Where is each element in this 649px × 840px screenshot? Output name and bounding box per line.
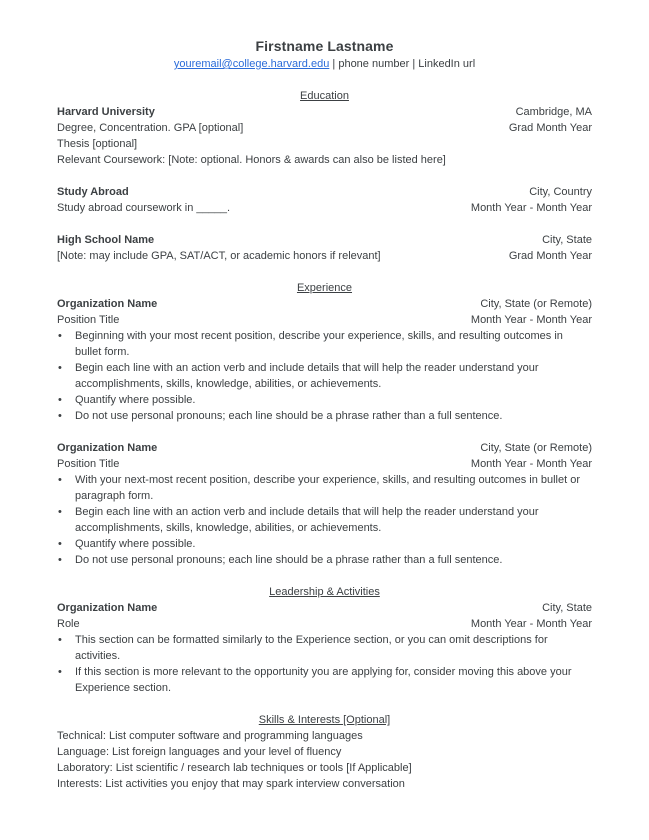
org-name: Harvard University bbox=[57, 106, 155, 118]
bullet-text: Begin each line with an action verb and include details that will help the reader understand your accomplishments, skills, knowledge, abilities, or achievements. bbox=[75, 362, 539, 390]
bullet-item bbox=[57, 328, 592, 360]
bullet-item bbox=[57, 632, 592, 664]
entry-row bbox=[57, 600, 592, 616]
grad-date: Grad Month Year bbox=[508, 122, 592, 134]
skills-laboratory-line: Laboratory: List scientific / research lab techniques or tools [If Applicable] bbox=[57, 762, 412, 774]
education-heading bbox=[57, 88, 592, 104]
entry-dates: Month Year - Month Year bbox=[470, 202, 592, 214]
skills-interests-line: Interests: List activities you enjoy that may spark interview conversation bbox=[57, 778, 405, 790]
bullet-text: Beginning with your most recent position, describe your experience, skills, and resulting outcomes in bullet form. bbox=[75, 330, 563, 358]
phone-number: phone number bbox=[338, 58, 410, 70]
entry-location: City, State (or Remote) bbox=[480, 442, 592, 454]
entry-dates: Month Year - Month Year bbox=[470, 618, 592, 630]
org-name: High School Name bbox=[57, 234, 155, 246]
bullet-item bbox=[57, 536, 592, 552]
bullet-item bbox=[57, 504, 592, 536]
entry-dates: Month Year - Month Year bbox=[470, 458, 592, 470]
coursework-line: Relevant Coursework: [Note: optional. Honors & awards can also be listed here] bbox=[57, 154, 446, 166]
bullet-text: Quantify where possible. bbox=[75, 538, 196, 550]
bullet-dot: • bbox=[58, 394, 62, 406]
entry-location: City, State bbox=[542, 602, 592, 614]
bullet-text: This section can be formatted similarly to the Experience section, or you can omit descriptions for activities. bbox=[75, 634, 548, 662]
bullet-dot: • bbox=[58, 538, 62, 550]
bullet-dot: • bbox=[58, 634, 62, 646]
entry-row bbox=[57, 120, 592, 136]
linkedin-url: LinkedIn url bbox=[418, 58, 476, 70]
bullet-item bbox=[57, 664, 592, 696]
experience-heading bbox=[57, 280, 592, 296]
section-leadership bbox=[57, 584, 592, 696]
entry-row bbox=[57, 248, 592, 264]
bullet-text: Begin each line with an action verb and include details that will help the reader understand your accomplishments, skills, knowledge, abilities, or achievements. bbox=[75, 506, 539, 534]
org-name: Organization Name bbox=[57, 298, 158, 310]
bullet-text: Do not use personal pronouns; each line should be a phrase rather than a full sentence. bbox=[75, 554, 503, 566]
org-name: Study Abroad bbox=[57, 186, 129, 198]
entry-row bbox=[57, 232, 592, 248]
bullet-item bbox=[57, 408, 592, 424]
bullet-dot: • bbox=[58, 410, 62, 422]
degree-line: Degree, Concentration. GPA [optional] bbox=[57, 122, 244, 134]
entry-location: City, State bbox=[542, 234, 592, 246]
entry-location: City, State (or Remote) bbox=[480, 298, 592, 310]
contact-separator-1: | bbox=[329, 58, 339, 70]
contact-separator-2: | bbox=[409, 58, 419, 70]
entry-row bbox=[57, 440, 592, 456]
entry-row bbox=[57, 200, 592, 216]
section-education bbox=[57, 88, 592, 264]
position-title: Position Title bbox=[57, 314, 120, 326]
skills-heading bbox=[57, 712, 592, 728]
leadership-heading bbox=[57, 584, 592, 600]
thesis-line: Thesis [optional] bbox=[57, 138, 138, 150]
education-entry-study-abroad bbox=[57, 184, 592, 216]
org-name: Organization Name bbox=[57, 602, 158, 614]
entry-location: City, Country bbox=[529, 186, 592, 198]
skills-technical-line: Technical: List computer software and programming languages bbox=[57, 730, 363, 742]
skills-language-line: Language: List foreign languages and your level of fluency bbox=[57, 746, 342, 758]
position-title: Position Title bbox=[57, 458, 120, 470]
entry-row bbox=[57, 616, 592, 632]
entry-row bbox=[57, 104, 592, 120]
skills-lines bbox=[57, 728, 592, 792]
bullet-dot: • bbox=[58, 554, 62, 566]
skills-heading-text: Skills & Interests [Optional] bbox=[258, 714, 391, 726]
section-experience bbox=[57, 280, 592, 568]
bullet-dot: • bbox=[58, 666, 62, 678]
person-name-title: Firstname Lastname bbox=[255, 38, 394, 54]
section-skills bbox=[57, 712, 592, 792]
bullet-dot: • bbox=[58, 330, 62, 342]
email-link[interactable]: youremail@college.harvard.edu bbox=[173, 58, 330, 70]
org-name: Organization Name bbox=[57, 442, 158, 454]
entry-dates: Month Year - Month Year bbox=[470, 314, 592, 326]
bullet-dot: • bbox=[58, 506, 62, 518]
experience-entry-2 bbox=[57, 440, 592, 568]
entry-row bbox=[57, 456, 592, 472]
bullet-item bbox=[57, 472, 592, 504]
entry-row bbox=[57, 184, 592, 200]
experience-entry-1 bbox=[57, 296, 592, 424]
bullet-text: Quantify where possible. bbox=[75, 394, 196, 406]
high-school-note-line: [Note: may include GPA, SAT/ACT, or academic honors if relevant] bbox=[57, 250, 381, 262]
leadership-heading-text: Leadership & Activities bbox=[269, 586, 380, 598]
bullet-text: With your next-most recent position, describe your experience, skills, and resulting outcomes in bullet or paragraph form. bbox=[75, 474, 581, 502]
leadership-entry-1 bbox=[57, 600, 592, 696]
entry-row bbox=[57, 296, 592, 312]
entry-location: Cambridge, MA bbox=[515, 106, 592, 118]
entry-row bbox=[57, 312, 592, 328]
bullet-dot: • bbox=[58, 362, 62, 374]
bullet-dot: • bbox=[58, 474, 62, 486]
bullet-item bbox=[57, 392, 592, 408]
education-entry-high-school bbox=[57, 232, 592, 264]
bullet-text: If this section is more relevant to the opportunity you are applying for, consider moving this above your Experience section. bbox=[75, 666, 572, 694]
grad-date: Grad Month Year bbox=[508, 250, 592, 262]
bullet-item bbox=[57, 552, 592, 568]
experience-heading-text: Experience bbox=[296, 282, 353, 294]
bullet-text: Do not use personal pronouns; each line should be a phrase rather than a full sentence. bbox=[75, 410, 503, 422]
contact-line bbox=[57, 56, 592, 72]
study-abroad-coursework-line: Study abroad coursework in _____. bbox=[57, 202, 231, 214]
education-heading-text: Education bbox=[300, 90, 349, 102]
bullet-item bbox=[57, 360, 592, 392]
role-title: Role bbox=[57, 618, 80, 630]
education-entry-harvard bbox=[57, 104, 592, 168]
